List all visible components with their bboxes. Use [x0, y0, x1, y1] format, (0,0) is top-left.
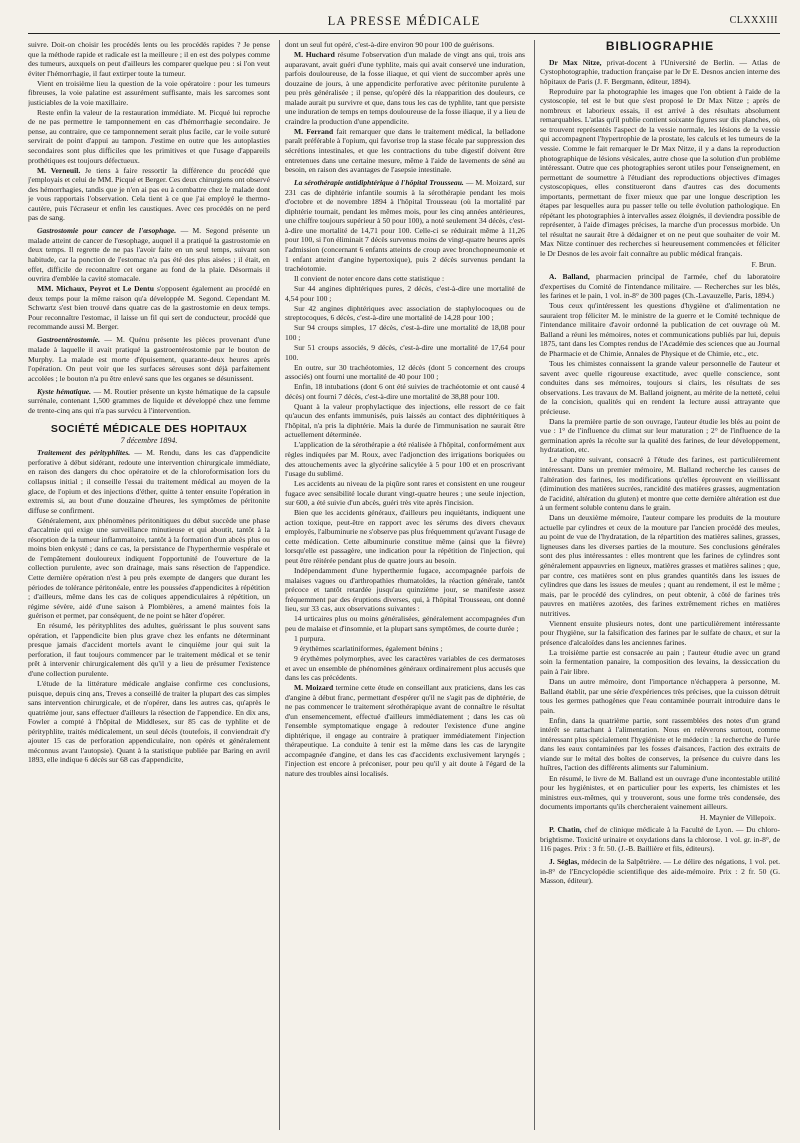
paragraph: Dans la première partie de son ouvrage, l'auteur étudie les blés au point de vue : 1° de l'influence du climat sur leur maturation ; 2° de l'influence de la germination après la récolte sur la qualité des farines, de leur développement, hydratation, etc. — [539, 416, 780, 455]
book-entry — [540, 58, 780, 87]
paragraph — [28, 335, 270, 383]
section-date: 7 décembre 1894. — [120, 435, 178, 445]
paragraph — [285, 50, 525, 126]
paragraph-text: s'opposent également au procédé en deux temps pour la même raison qu'a développée M. Segond. Cependant M. Schwartz s'est bien trouvé dans quatre cas de la gastrostomie en deux temps. Pour reconnaître l'estomac, il laisse un fil qui sert de conducteur, procédé que recommande aussi M. Berger. — [28, 284, 270, 332]
paragraph: L'application de la sérothérapie a été réalisée à l'hôpital, conformément aux règles indiquées par M. Roux, avec l'adjonction des irrigations boriquées ou des attouchements avec la glycérine salicylée à 5 pour 100 et en proscrivant l'usage du sublimé. — [284, 440, 525, 479]
paragraph-text: — M. Segond présente un malade atteint de cancer de l'œsophage, auquel il a pratiqué la gastrostomie en deux temps. Il regrette de ne pas l'avoir faite en un seul temps, suivant son habitude, car la ponction de l'estomac n'a pas été des plus aisées ; il était, en effet, difficile de reconnaître cet organe au fond de la plaie. Désormais il ouvrira d'emblée la cavité stomacale. — [28, 226, 270, 284]
paragraph: Sur 42 angines diphtériques avec association de staphylocoques ou de streptocoques, 6 décès, c'est-à-dire une mortalité de 14,28 pour 100 ; — [284, 303, 525, 323]
paragraph: Tous ceux qu'intéressent les questions d'hygiène et d'alimentation ne sauraient trop féliciter M. le ministre de la guerre et le Comité technique de l'intendance militaire d'avoir ordonné la publication de cet ouvrage où M. Balland a réuni les mémoires, notes et communications publiés par lui, depuis 1875, tant dans les Comptes rendus de l'Académie des sciences que au Journal de Pharmacie et de Chimie, Annales de Physique et de Chimie, etc., etc. — [539, 301, 780, 358]
journal-title: LA PRESSE MÉDICALE — [327, 14, 481, 28]
paragraph: Les accidents au niveau de la piqûre sont rares et consistent en une rougeur fugace avec sensibilité locale durant vingt-quatre heures ; une seule injection, sur 600, a été suivie d'un abcès, guéri très vite après l'incision. — [284, 479, 525, 508]
paragraph: En résumé, les pérityphlites des adultes, guérissant le plus souvent sans opération, et l'appendicite bien plus grave chez les enfants ne déterminant presque jamais d'accident mortels avant le cinquième jour qui suit la perforation, il faut toujours commencer par le traitement médical et se tenir prêt à intervenir chirurgicalement dès qu'il y a lieu de présumer l'existence d'une collection purulente. — [28, 621, 270, 678]
book-entry — [540, 857, 780, 886]
paragraph — [28, 284, 270, 332]
section-title: BIBLIOGRAPHIE — [605, 40, 715, 53]
paragraph: Sur 44 angines diphtériques pures, 2 décès, c'est-à-dire une mortalité de 4,54 pour 100 ; — [284, 284, 525, 303]
speaker-name: M. Huchard — [293, 50, 335, 60]
paragraph: Tous les chimistes connaissent la grande valeur personnelle de l'auteur et savent avec quelle rigoureuse exactitude, avec quelle conscience, sont conduites dans ses mémoires, toujours si clairs, les résultats de ses observations. Les travaux de M. Balland joignent, au mérite de la netteté, celui de la concision, qualités qui en rendent la lecture aussi attrayante que précieuse. — [539, 359, 780, 416]
newspaper-page — [28, 10, 780, 1130]
book-entry — [540, 272, 780, 301]
book-author: P. Chatin, — [548, 825, 582, 835]
paragraph: suivre. Doit-on choisir les procédés lents ou les procédés rapides ? Je pense que la méthode rapide et radicale est la meilleure ; il en est des polypes comme des tumeurs, auxquels on peut d'ailleurs les comparer quelque peu : si l'on veut éviter l'hémorrhagie, il faut extirper toute la tumeur. — [28, 40, 270, 78]
paragraph: Indépendamment d'une hyperthermie fugace, accompagnée parfois de malaises vagues ou d'arthropathies rhumatoïdes, la réaction générale, tantôt précoce et tantôt retardée jusqu'au quinzième jour, se manifeste assez fréquemment par des éruptions diverses, qui, à l'hôpital Trousseau, ont donné lieu, sur 33 cas, aux observations suivantes : — [284, 566, 525, 614]
paragraph — [285, 178, 525, 273]
topic-heading: Gastrostomie pour cancer de l'œsophage. — [37, 226, 177, 236]
paragraph: Bien que les accidents généraux, d'ailleurs peu inquiétants, indiquent une action toxique, peut-être en rapport avec les sérums des divers chevaux employés, l'albuminurie ne s'observe pas plus fréquemment qu'avant l'usage de cette médication. Cette albuminurie constitue même (ainsi que la fièvre) lorsqu'elle est passagère, une indication pour la répétition de l'injection, qui peut être réitérée pendant plus de quatre jours au besoin. — [284, 508, 525, 565]
paragraph-text: — M. Quénu présente les pièces provenant d'une malade à laquelle il avait pratiqué la gastroentérostomie par le bouton de Murphy. La malade est morte d'épuisement, quarante-deux heures après l'opération. On peut voir que les surfaces séreuses sont déjà parfaitement accolées ; le bouton n'a pu être enlevé sans que les organes se désunissent. — [28, 335, 270, 383]
speaker-name: MM. Michaux, Peyrot et Le Dentu — [37, 284, 155, 294]
paragraph-text: fait remarquer que dans le traitement médical, la belladone paraît préférable à l'opium, qui favorise trop la stase fécale par suppression des sécrétions intestinales, et que les contractions du tube digestif doivent être entretenues dans une certaine mesure, même à l'aide de lavements de séné au besoin, en raison des avantages de l'asepsie intestinale. — [284, 126, 525, 175]
paragraph — [28, 387, 270, 416]
paragraph: dont un seul fut opéré, c'est-à-dire environ 90 pour 100 de guérisons. — [284, 40, 495, 49]
paragraph: 9 érythèmes polymorphes, avec les caractères variables de ces dermatoses et avec un ensemble de phénomènes généraux ordinairement plus accusés que dans les cas précédents. — [284, 653, 525, 683]
paragraph: Dans un autre mémoire, dont l'importance n'échappera à personne, M. Balland établit, par une série d'expériences très précises, que la cuisson détruit tous les germes pathogènes que l'eau contaminée pourrait introduire dans le pain. — [539, 677, 780, 715]
topic-heading: Traitement des pérityphlites. — [37, 448, 131, 458]
paragraph: Reste enfin la valeur de la restauration immédiate. M. Picqué lui reproche de ne pas permettre le tamponnement en cas d'hémorrhagie secondaire. Je pense, au contraire, que ce tamponnement serait plus facile, car le voile suturé servirait de point d'appui au tampon. J'estime en outre que les autoplasties secondaires sont plus difficiles que les primitives et que l'usage d'appareils prothétiques est toujours défectueux. — [28, 107, 270, 165]
article-columns — [28, 40, 780, 1130]
paragraph: Reproduire par la photographie les images que l'on obtient à l'aide de la cystoscopie, tel est le but que s'est proposé le Dr Max Nitze ; après de nombreux et laborieux essais, il est arrivé à des résultats absolument remarquables. L'atlas qu'il publie contient soixante figures sur dix planches, où se trouvent représentés l'aspect de la vessie normale, les lésions de la vessie qui accompagnent l'hypertrophie de la prostate, les calculs et les tumeurs de la vessie. Comme le fait remarquer le Dr Max Nitze, il y a dans la reproduction photographique de lésions vésicales, autre chose que la solution d'un problème intéressant. Outre que ces photographies seront utiles pour l'enseignement, en permettant de soumettre à l'étudiant des reproductions objectives d'images cystoscopiques, elles constitueront dans d'autres cas des documents importants, permettant de fixer mieux que par une longue description les étapes par lesquelles aura pu passer telle ou telle évolution pathologique. En répétant les photographies à intervalles assez éloignés, il deviendra possible de représenter, à l'aide d'images précises, la marche d'un processus morbide. Un tel résultat ne saurait être à dédaigner et on ne peut que souhaiter de voir M. Max Nitze continuer des recherches si heureusement commencées et féliciter le Dr Desnos de les avoir fait connaître au public médical français. — [539, 86, 780, 258]
page-header — [28, 10, 780, 34]
paragraph: L'étude de la littérature médicale anglaise confirme ces conclusions, puisque, depuis cinq ans, Treves a conseillé de traiter la plupart des cas simples sans intervention chirurgicale, et de n'opérer, dans les autres cas, qu'après le quatrième jour, sans effectuer d'ailleurs la résection de l'appendice. En dix ans, Fowler a compté à l'hôpital de Middlesex, sur 85 cas de typhlite et de pérityphlite, traités médicalement, un seul décès (toutefois, il conviendrait d'y ajouter 15 cas de perforation appendiculaire, non opérés et généralement méconnus avant l'autopsie). Quant à la statistique publiée par Baring en avril 1893, elle indique 6 décès sur 68 cas d'appendicite, — [28, 679, 270, 765]
paragraph-text: — M. Moizard, sur 231 cas de diphtérie infantile soumis à la sérothérapie pendant les mois d'octobre et de novembre 1894 à l'hôpital Trousseau (où la mortalité par diphtérie tournait, pendant les mêmes mois, pour les cinq années antérieures, une chiffre toujours supérieur à 50 pour 100), a noté seulement 34 décès, c'est-à-dire une mortalité de 14,71 pour 100. Celle-ci se réduirait même à 11,26 pour 100, si l'on éliminait 7 décès survenus moins de vingt-quatre heures après l'admission (concernant 6 enfants atteints de croup avec bronchopneumonie et 1 enfant atteint d'angine hypertoxique), puis 2 décès survenus pendant la trachéotomie. — [284, 178, 525, 274]
paragraph — [28, 448, 270, 515]
paragraph-text: — M. Rendu, dans les cas d'appendicite perforative à début sidérant, redoute une intervention chirurgicale immédiate, en raison des dangers du choc opératoire et de la chloroformisation lors du collapsus initial ; il conseille l'essai du traitement médical au moyen de la glace, de l'opium et des injections d'éther, quitte à tenter ensuite l'opération in extremis si, au bout d'une douzaine d'heures, les symptômes de péritonite diffuse se confirment. — [28, 448, 270, 515]
paragraph-text: Je tiens à faire ressortir la différence du procédé que j'employais et celui de MM. Picqué et Berger. Ces deux chirurgiens ont observé des hémorrhagies, tandis que je n'en ai pas eu à combattre chez le malade dont je vous rapportais l'observation. Cela tient à ce que j'ai employé le thermo-cautère, puis l'écraseur et enfin les caustiques. Avec ces procédés on ne perd pas de sang. — [28, 165, 270, 223]
paragraph-text: termine cette étude en conseillant aux praticiens, dans les cas d'angine à début franc, permettant d'espérer qu'il ne s'agit pas de diphtérie, de ne pas commencer le traitement sérothérapique avant de connaître le résultat d'un ensemencement, effectué d'ailleurs immédiatement ; dans les cas où l'ensemble symptomatique engage à redouter l'existence d'une angine diphtérique, il engage au contraire à pratiquer immédiatement l'injection thérapeutique. La conduite à tenir est la même dans les cas de laryngite accompagnée d'angine, et dans les cas d'accidents exclusivement laryngés ; l'injection est encore à préconiser, pour peu qu'il y ait doute à l'égard de la nature des troubles ainsi localisés. — [284, 683, 525, 779]
paragraph — [28, 166, 270, 223]
paragraph: 9 érythèmes scarlatiniformes, également bénins ; — [293, 643, 443, 653]
paragraph: Généralement, aux phénomènes péritonitiques du début succède une phase d'accalmie qui exige une surveillance minutieuse et qui aboutit, tantôt à la résorption de la tumeur inflammatoire, tantôt à la formation d'un abcès plus ou moins bien enkysté ; dans ce cas, la persistance de l'hyperthermie vespérale et de l'empâtement douloureux indiquent l'opportunité de l'ouverture de la collection purulente, avec son drainage, mais sans résection de l'appendice. Cette dernière opération n'est à peu près exempte de dangers que durant les périodes de tolérance péritonéale, entre les poussées d'appendicites à répétition ; d'ailleurs, même dans les cas de coliques appendiculaires à répétition, un régime sévère, aidé d'une saison à Plombières, a amené maintes fois la guérison et permet, par conséquent, de ne point se hâter d'opérer. — [28, 515, 270, 621]
column-left — [28, 40, 270, 1130]
book-reference: pharmacien principal de l'armée, chef du laboratoire d'expertises du Comité de l'intendance militaire. — Recherches sur les blés, les farines et le pain, 1 vol. in-8° de 300 pages (Ch.-Lavauzelle, Paris, 1894.) — [539, 272, 780, 301]
paragraph: Il convient de noter encore dans cette statistique : — [293, 274, 445, 284]
speaker-name: M. Verneuil. — [37, 165, 81, 175]
speaker-name: M. Moizard — [293, 683, 334, 693]
topic-heading: Gastroentérostomie. — [37, 335, 101, 345]
paragraph — [28, 226, 270, 283]
book-author: Dr Max Nitze, — [548, 57, 602, 67]
paragraph: Quant à la valeur prophylactique des injections, elle ressort de ce fait qu'aucun des enfants immunisés, puis laissés au contact des diphtéritiques à l'hôpital, n'a pris la diphtérie. Mais la durée de l'immunisation ne saurait être actuellement déterminée. — [284, 401, 525, 440]
book-author: A. Balland, — [548, 272, 590, 282]
book-entry — [540, 825, 780, 854]
section-divider — [119, 419, 179, 420]
paragraph: En résumé, le livre de M. Balland est un ouvrage d'une incontestable utilité pour les hygiénistes, et en particulier pour les experts, les chimistes et les ministres eux-mêmes, qui y trouveront, sous une forme très condensée, des documents importants qu'ils chercheraient vainement ailleurs. — [539, 773, 780, 812]
paragraph — [285, 683, 525, 778]
paragraph-text: résume l'observation d'un malade de vingt ans qui, trois ans auparavant, avait guéri d'une typhlite, mais qui avait conservé une induration, parfois douloureuse, de la fosse iliaque, et qui vient de succomber après une douzaine de jours, à une appendicite perforative avec péritonite purulente à peu près généralisée ; il pense, qu'opéré dès la réapparition des douleurs, ce malade aurait pu survivre et que, dans tous les cas de typhlite, tant que persiste une induration de temps en temps douloureuse de la fosse iliaque, il y a lieu de craindre la production d'une appendicite. — [284, 50, 525, 126]
topic-heading: Kyste hématique. — [37, 386, 92, 396]
paragraph: Vient en troisième lieu la question de la voie opératoire : pour les tumeurs fibreuses, la voie palatine est assurément suffisante, mais les sarcomes sont justiciables de la voie maxillaire. — [28, 78, 270, 107]
book-reference: privat-docent à l'Université de Berlin. — Atlas de Cystophotographie, traduction française par le Dr E. Desnos ancien interne des hôpitaux de Paris (J. F. Bergmann, éditeur, 1894). — [539, 57, 780, 86]
page-number: CLXXXIII — [729, 15, 778, 26]
column-right — [534, 40, 780, 1130]
paragraph: Viennent ensuite plusieurs notes, dont une particulièrement intéressante pour l'hygiène, sur la falsification des farines par le sulfate de chaux, et sur la présence d'alcaloïdes dans les anciennes farines. — [539, 618, 780, 647]
review-signature: F. Brun. — [751, 259, 776, 269]
book-author: J. Séglas, — [548, 857, 580, 867]
book-reference: médecin de la Salpêtrière. — Le délire des négations, 1 vol. pet. in-8° de l'Encyclopédie scientifique des aide-mémoire. Prix : 2 fr. 50 (G. Masson, éditeur). — [539, 857, 780, 886]
paragraph-text: — M. Routier présente un kyste hématique de la capsule surrénale, contenant 1,500 grammes de liquide et développé chez une femme de trente-cinq ans qui n'a pas survécu à l'intervention. — [28, 386, 270, 415]
paragraph: Enfin, 18 intubations (dont 6 ont été suivies de trachéotomie et ont causé 4 décès) ont fourni 7 décès, c'est-à-dire une mortalité de 38,88 pour 100. — [284, 382, 525, 401]
topic-heading: La sérothérapie antidiphtérique à l'hôpital Trousseau. — [293, 178, 464, 188]
paragraph: Sur 94 croups simples, 17 décès, c'est-à-dire une mortalité de 18,08 pour 100 ; — [284, 323, 525, 342]
section-title: SOCIÉTÉ MÉDICALE DES HOPITAUX — [50, 423, 248, 436]
paragraph: Le chapitre suivant, consacré à l'étude des farines, est particulièrement intéressant. Dans un premier mémoire, M. Balland recherche les causes de l'altération des farines, les modifications qu'elles éprouvent en vieillissant (diminution des matières sucrées, rancidité des matières grasses, augmentation de l'acidité, altération du gluten) et montre que cette dernière altération est due à un ferment soluble contenu dans le grain. — [539, 455, 780, 513]
paragraph: Enfin, dans la quatrième partie, sont rassemblées des notes d'un grand intérêt se rattachant à l'alimentation. Nous en relèverons surtout, comme intéressant plus spécialement l'hygiéniste et le médecin : la recherche de l'urée dans les eaux contaminées par les fosses d'aisances, l'action des extraits de viande sur le métal des boîtes de conserves, la présence du cuivre dans les huîtres, l'action des différents aliments sur l'aluminium. — [539, 715, 780, 773]
book-reference: chef de clinique médicale à la Faculté de Lyon. — Du chloro-brightisme. Toxicité urinaire et oxydations dans la chlorose. 1 vol. gr. in-8°, de 116 pages. Prix : 3 fr. 50. (J.-B. Baillière et fils, éditeurs). — [539, 825, 780, 854]
paragraph: Sur 51 croups associés, 9 décès, c'est-à-dire une mortalité de 17,64 pour 100. — [284, 342, 525, 362]
paragraph — [285, 127, 525, 175]
paragraph: 14 urticaires plus ou moins généralisées, généralement accompagnées d'un peu de malaise et d'insomnie, et la plupart sans symptômes, de courte durée ; — [284, 614, 525, 633]
paragraph: Dans un deuxième mémoire, l'auteur compare les produits de la mouture actuelle par cylindres et ceux de la mouture par l'ancien procédé des meules, au point de vue de l'hydratation, de la répartition des matières salines, grasses, ligneuses dans les diverses parties de la mouture. Ses conclusions générales sont des plus intéressantes : elles montrent que les farines de cylindres sont généralement appauvries en ligneux, matières grasses et matières salines ; que, par contre, ces matières sont en plus grandes quantités dans les issues de cylindres que dans les issues de meules ; quant au rendement, il est le même ; mais, par le procédé des cylindres, on peut obtenir, à côté de farines très pauvres en matières azotées, des farines extrêmement riches en matières nutritives. — [539, 513, 780, 618]
column-middle — [279, 40, 525, 1130]
paragraph: En outre, sur 30 trachéotomies, 12 décès (dont 5 concernent des croups associés) ont fourni une mortalité de 40 pour 100 ; — [284, 362, 525, 382]
review-signature: H. Maynier de Villepoix. — [700, 812, 776, 822]
speaker-name: M. Ferrand — [293, 126, 334, 136]
paragraph: 1 purpura. — [293, 633, 326, 643]
paragraph: La troisième partie est consacrée au pain ; l'auteur étudie avec un grand soin la fermentation panaire, la composition des levains, la dessiccation du pain à l'air libre. — [539, 647, 780, 676]
